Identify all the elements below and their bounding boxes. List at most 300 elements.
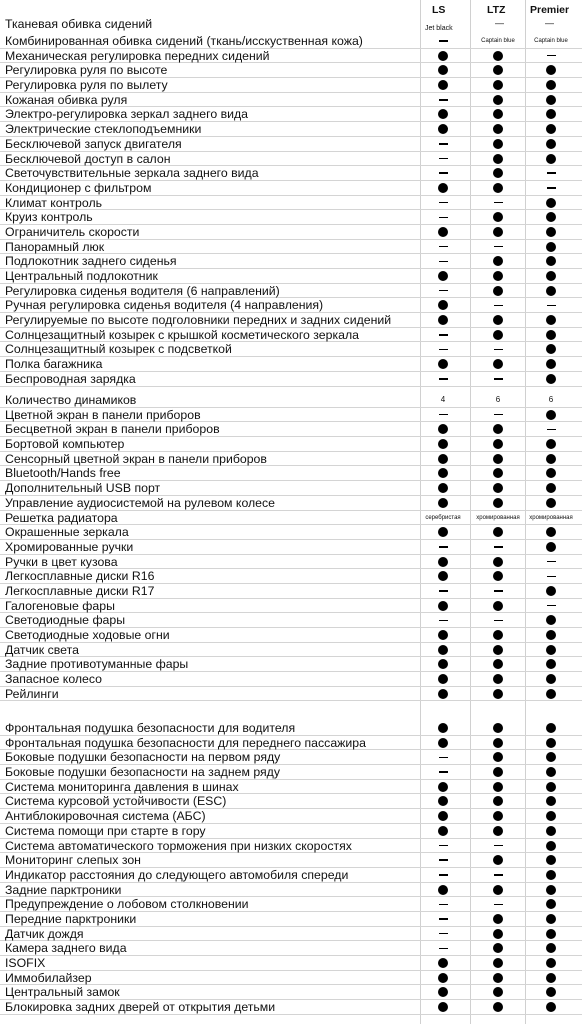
included-dot-icon — [493, 723, 503, 733]
premier-cell — [526, 657, 576, 671]
included-dot-icon — [438, 738, 448, 748]
premier-cell — [526, 643, 576, 657]
ltz-cell — [476, 328, 520, 342]
feature-label: Камера заднего вида — [5, 941, 127, 956]
ltz-cell — [476, 240, 520, 254]
feature-label: Мониторинг слепых зон — [5, 853, 141, 868]
included-dot-icon — [546, 271, 556, 281]
included-dot-icon — [546, 95, 556, 105]
feature-label: Ограничитель скорости — [5, 224, 140, 239]
feature-label: Рейлинги — [5, 686, 59, 701]
ls-cell — [421, 780, 465, 794]
ltz-cell — [476, 269, 520, 283]
feature-label: Климат контроль — [5, 195, 103, 210]
feature-label: Bluetooth/Hands free — [5, 466, 121, 481]
table-row — [0, 269, 582, 284]
ltz-cell — [476, 525, 520, 539]
table-row — [0, 511, 582, 526]
included-dot-icon — [546, 943, 556, 953]
included-dot-icon — [493, 929, 503, 939]
table-row — [0, 628, 582, 643]
ls-cell — [421, 137, 465, 151]
premier-cell — [526, 93, 576, 107]
table-row — [0, 78, 582, 93]
ltz-cell — [476, 1000, 520, 1014]
included-dot-icon — [493, 659, 503, 669]
premier-cell — [526, 985, 576, 999]
feature-label: Комбинированная обивка сидений (ткань/исскуственная кожа) — [5, 34, 363, 48]
premier-cell — [526, 794, 576, 808]
included-dot-icon — [546, 468, 556, 478]
included-dot-icon — [438, 124, 448, 134]
included-dot-icon — [493, 674, 503, 684]
table-row — [0, 1000, 582, 1015]
ltz-cell — [476, 613, 520, 627]
option-text: хромированная — [476, 514, 520, 521]
included-dot-icon — [546, 659, 556, 669]
included-dot-icon — [438, 659, 448, 669]
feature-label: Бесцветной экран в панели приборов — [5, 422, 220, 437]
table-row — [0, 941, 582, 956]
included-dot-icon — [546, 542, 556, 552]
ls-cell — [421, 328, 465, 342]
ls-cell — [421, 643, 465, 657]
ltz-cell — [476, 584, 520, 598]
feature-label: Система автоматического торможения при низких скоростях — [5, 838, 352, 853]
premier-cell — [526, 672, 576, 686]
included-dot-icon — [438, 571, 448, 581]
included-dot-icon — [546, 527, 556, 537]
included-dot-icon — [546, 330, 556, 340]
not-included-dash-icon — [547, 172, 556, 174]
ltz-cell — [476, 49, 520, 63]
ls-cell — [421, 750, 465, 764]
included-dot-icon — [438, 958, 448, 968]
premier-cell — [526, 540, 576, 554]
premier-cell — [526, 49, 576, 63]
feature-label: Легкосплавные диски R16 — [5, 569, 155, 584]
not-included-dash-icon — [439, 349, 448, 351]
included-dot-icon — [438, 227, 448, 237]
included-dot-icon — [493, 943, 503, 953]
table-row — [0, 721, 582, 736]
premier-cell — [526, 750, 576, 764]
ls-cell — [421, 584, 465, 598]
premier-cell — [526, 284, 576, 298]
included-dot-icon — [493, 914, 503, 924]
included-dot-icon — [546, 359, 556, 369]
feature-label: Система мониторинга давления в шинах — [5, 779, 239, 794]
not-included-dash-icon — [494, 620, 503, 622]
ls-cell — [421, 971, 465, 985]
header-premier: Premier — [530, 4, 570, 16]
premier-cell — [526, 584, 576, 598]
not-included-dash-icon — [439, 546, 448, 548]
premier-cell — [526, 298, 576, 312]
feature-label: Система курсовой устойчивости (ESC) — [5, 794, 227, 809]
ls-cell — [421, 555, 465, 569]
included-dot-icon — [493, 689, 503, 699]
included-dot-icon — [493, 256, 503, 266]
included-dot-icon — [493, 124, 503, 134]
included-dot-icon — [438, 782, 448, 792]
table-row — [0, 839, 582, 854]
feature-label: Регулировка сиденья водителя (6 направлений) — [5, 283, 280, 298]
not-included-dash-icon — [494, 349, 503, 351]
header-ls: LS — [432, 4, 446, 16]
included-dot-icon — [546, 80, 556, 90]
ltz-cell — [476, 657, 520, 671]
feature-label: Задние парктроники — [5, 882, 122, 897]
included-dot-icon — [493, 645, 503, 655]
included-dot-icon — [493, 885, 503, 895]
included-dot-icon — [546, 958, 556, 968]
ltz-cell — [476, 422, 520, 436]
included-dot-icon — [546, 410, 556, 420]
included-dot-icon — [546, 483, 556, 493]
premier-cell — [526, 166, 576, 180]
table-row — [0, 34, 582, 49]
table-row — [0, 824, 582, 839]
not-included-dash-icon — [439, 99, 448, 101]
included-dot-icon — [546, 645, 556, 655]
feature-label: Регулировка руля по высоте — [5, 63, 168, 78]
included-dot-icon — [438, 439, 448, 449]
premier-cell — [526, 525, 576, 539]
table-row — [0, 613, 582, 628]
included-dot-icon — [546, 929, 556, 939]
ls-cell — [421, 254, 465, 268]
option-text: Captain blue — [481, 38, 515, 44]
ltz-cell — [476, 225, 520, 239]
table-row — [0, 372, 582, 387]
ls-cell — [421, 240, 465, 254]
premier-cell — [526, 927, 576, 941]
premier-cell — [526, 357, 576, 371]
ls-cell — [421, 613, 465, 627]
included-dot-icon — [546, 256, 556, 266]
ls-cell — [421, 342, 465, 356]
premier-cell — [526, 78, 576, 92]
feature-label: Центральный подлокотник — [5, 269, 158, 283]
premier-cell — [526, 466, 576, 480]
feature-label: Кожаная обивка руля — [5, 92, 128, 107]
ltz-cell — [476, 34, 520, 48]
included-dot-icon — [493, 826, 503, 836]
included-dot-icon — [438, 454, 448, 464]
table-row — [0, 210, 582, 225]
included-dot-icon — [546, 826, 556, 836]
ltz-cell — [476, 824, 520, 838]
premier-cell — [526, 437, 576, 451]
feature-label: Задние противотуманные фары — [5, 657, 189, 672]
ls-cell — [421, 196, 465, 210]
ltz-cell — [476, 298, 520, 312]
table-row — [0, 240, 582, 255]
ltz-cell — [476, 599, 520, 613]
included-dot-icon — [546, 374, 556, 384]
premier-cell — [526, 210, 576, 224]
table-row — [0, 357, 582, 372]
speaker-count: 4 — [440, 395, 446, 404]
premier-cell — [526, 809, 576, 823]
ls-cell — [421, 599, 465, 613]
included-dot-icon — [493, 1002, 503, 1012]
premier-cell — [526, 912, 576, 926]
included-dot-icon — [493, 767, 503, 777]
premier-cell — [526, 883, 576, 897]
feature-label: Светодиодные фары — [5, 613, 126, 628]
table-row — [0, 342, 582, 357]
ls-cell — [421, 941, 465, 955]
premier-cell — [526, 481, 576, 495]
feature-label: Легкосплавные диски R17 — [5, 583, 155, 598]
ls-cell — [421, 181, 465, 195]
included-dot-icon — [546, 752, 556, 762]
premier-cell — [526, 956, 576, 970]
ltz-cell — [476, 540, 520, 554]
included-dot-icon — [438, 557, 448, 567]
included-dot-icon — [546, 454, 556, 464]
ls-cell — [421, 985, 465, 999]
included-dot-icon — [546, 723, 556, 733]
feature-label: Центральный замок — [5, 985, 120, 1000]
feature-label: Круиз контроль — [5, 210, 93, 225]
premier-cell — [526, 313, 576, 327]
included-dot-icon — [438, 468, 448, 478]
not-included-dash-icon — [439, 158, 448, 160]
ltz-cell — [476, 152, 520, 166]
included-dot-icon — [493, 359, 503, 369]
included-dot-icon — [546, 65, 556, 75]
table-row — [0, 883, 582, 898]
premier-cell — [526, 613, 576, 627]
included-dot-icon — [546, 242, 556, 252]
table-row — [0, 166, 582, 181]
feature-label: Цветной экран в панели приборов — [5, 407, 201, 422]
not-included-dash-icon — [439, 246, 448, 248]
premier-cell — [526, 63, 576, 77]
ls-cell — [421, 481, 465, 495]
premier-cell — [526, 328, 576, 342]
table-row — [0, 584, 582, 599]
included-dot-icon — [546, 899, 556, 909]
table-row — [0, 599, 582, 614]
included-dot-icon — [546, 973, 556, 983]
premier-cell — [526, 122, 576, 136]
included-dot-icon — [546, 439, 556, 449]
included-dot-icon — [493, 330, 503, 340]
not-included-dash-icon — [439, 933, 448, 935]
ls-cell — [421, 63, 465, 77]
included-dot-icon — [546, 914, 556, 924]
ls-cell — [421, 269, 465, 283]
not-included-dash-icon — [439, 414, 448, 416]
ls-cell — [421, 372, 465, 386]
included-dot-icon — [438, 300, 448, 310]
table-row — [0, 912, 582, 927]
included-dot-icon — [493, 227, 503, 237]
ls-cell — [421, 657, 465, 671]
ls-cell — [421, 736, 465, 750]
feature-label: Дополнительный USB порт — [5, 481, 161, 496]
feature-label: Солнцезащитный козырек с подсветкой — [5, 342, 232, 357]
ltz-cell — [476, 408, 520, 422]
not-included-dash-icon — [439, 217, 448, 219]
feature-label: Ручки в цвет кузова — [5, 554, 118, 569]
included-dot-icon — [493, 630, 503, 640]
included-dot-icon — [493, 738, 503, 748]
table-row — [0, 122, 582, 137]
premier-cell — [526, 269, 576, 283]
included-dot-icon — [438, 109, 448, 119]
premier-cell — [526, 181, 576, 195]
ls-cell — [421, 824, 465, 838]
included-dot-icon — [493, 468, 503, 478]
ls-cell — [421, 794, 465, 808]
ls-cell — [421, 78, 465, 92]
included-dot-icon — [493, 987, 503, 997]
ltz-cell — [476, 750, 520, 764]
premier-cell — [526, 824, 576, 838]
not-included-dash-icon — [494, 378, 503, 380]
ltz-fabric-mark: — — [495, 18, 504, 28]
feature-label: Светочувствительные зеркала заднего вида — [5, 166, 259, 181]
included-dot-icon — [546, 1002, 556, 1012]
feature-label: Светодиодные ходовые огни — [5, 628, 170, 642]
table-row — [0, 63, 582, 78]
included-dot-icon — [546, 344, 556, 354]
not-included-dash-icon — [547, 187, 556, 189]
not-included-dash-icon — [547, 561, 556, 563]
included-dot-icon — [493, 796, 503, 806]
included-dot-icon — [438, 359, 448, 369]
included-dot-icon — [493, 65, 503, 75]
included-dot-icon — [546, 630, 556, 640]
feature-label: Бортовой компьютер — [5, 437, 125, 452]
table-row — [0, 643, 582, 658]
ls-cell — [421, 122, 465, 136]
included-dot-icon — [493, 601, 503, 611]
table-row — [0, 225, 582, 240]
ltz-cell — [476, 357, 520, 371]
ls-cell — [421, 721, 465, 735]
ls-cell — [421, 897, 465, 911]
ltz-cell — [476, 122, 520, 136]
included-dot-icon — [438, 645, 448, 655]
included-dot-icon — [546, 767, 556, 777]
ltz-cell — [476, 452, 520, 466]
ltz-cell — [476, 496, 520, 510]
ltz-cell — [476, 912, 520, 926]
ls-cell — [421, 883, 465, 897]
included-dot-icon — [493, 139, 503, 149]
included-dot-icon — [438, 483, 448, 493]
ltz-cell — [476, 687, 520, 701]
included-dot-icon — [546, 615, 556, 625]
included-dot-icon — [493, 571, 503, 581]
table-row — [0, 780, 582, 795]
ls-cell — [421, 628, 465, 642]
premier-cell — [526, 225, 576, 239]
premier-cell — [526, 137, 576, 151]
ls-cell — [421, 687, 465, 701]
feature-label: ISOFIX — [5, 956, 46, 970]
included-dot-icon — [546, 498, 556, 508]
section-safety — [0, 721, 582, 1015]
option-text: Captain blue — [534, 38, 568, 44]
ls-cell — [421, 765, 465, 779]
table-row — [0, 540, 582, 555]
table-row — [0, 452, 582, 467]
ls-cell — [421, 284, 465, 298]
included-dot-icon — [546, 987, 556, 997]
table-row — [0, 422, 582, 437]
not-included-dash-icon — [439, 904, 448, 906]
not-included-dash-icon — [439, 620, 448, 622]
feature-label: Боковые подушки безопасности на первом ряду — [5, 750, 281, 765]
premier-cell — [526, 599, 576, 613]
table-row — [0, 525, 582, 540]
ltz-cell — [476, 137, 520, 151]
ltz-cell — [476, 956, 520, 970]
included-dot-icon — [493, 958, 503, 968]
included-dot-icon — [438, 987, 448, 997]
feature-label: Блокировка задних дверей от открытия детьми — [5, 1000, 276, 1015]
included-dot-icon — [438, 80, 448, 90]
ls-cell — [421, 912, 465, 926]
not-included-dash-icon — [547, 429, 556, 431]
ls-cell — [421, 1000, 465, 1014]
speaker-count: 6 — [548, 395, 554, 404]
included-dot-icon — [438, 826, 448, 836]
ltz-cell — [476, 765, 520, 779]
included-dot-icon — [493, 168, 503, 178]
ltz-cell — [476, 181, 520, 195]
included-dot-icon — [493, 782, 503, 792]
table-row — [0, 496, 582, 511]
feature-label: Регулировка руля по вылету — [5, 78, 168, 93]
included-dot-icon — [546, 689, 556, 699]
table-row — [0, 794, 582, 809]
table-row — [0, 408, 582, 423]
ls-cell — [421, 927, 465, 941]
not-included-dash-icon — [439, 948, 448, 950]
table-row — [0, 555, 582, 570]
table-row — [0, 750, 582, 765]
premier-cell — [526, 511, 576, 525]
ltz-cell — [476, 63, 520, 77]
not-included-dash-icon — [439, 757, 448, 759]
ltz-cell — [476, 628, 520, 642]
feature-label: Количество динамиков — [5, 393, 137, 407]
feature-label: Индикатор расстояния до следующего автомобиля спереди — [5, 867, 349, 882]
included-dot-icon — [493, 752, 503, 762]
ltz-cell — [476, 210, 520, 224]
premier-cell — [526, 152, 576, 166]
not-included-dash-icon — [494, 546, 503, 548]
included-dot-icon — [546, 109, 556, 119]
premier-cell — [526, 736, 576, 750]
included-dot-icon — [438, 498, 448, 508]
included-dot-icon — [438, 723, 448, 733]
ltz-cell — [476, 166, 520, 180]
table-row — [0, 93, 582, 108]
ltz-cell — [476, 196, 520, 210]
feature-label: Датчик света — [5, 642, 79, 657]
ltz-cell — [476, 254, 520, 268]
ls-cell — [421, 853, 465, 867]
